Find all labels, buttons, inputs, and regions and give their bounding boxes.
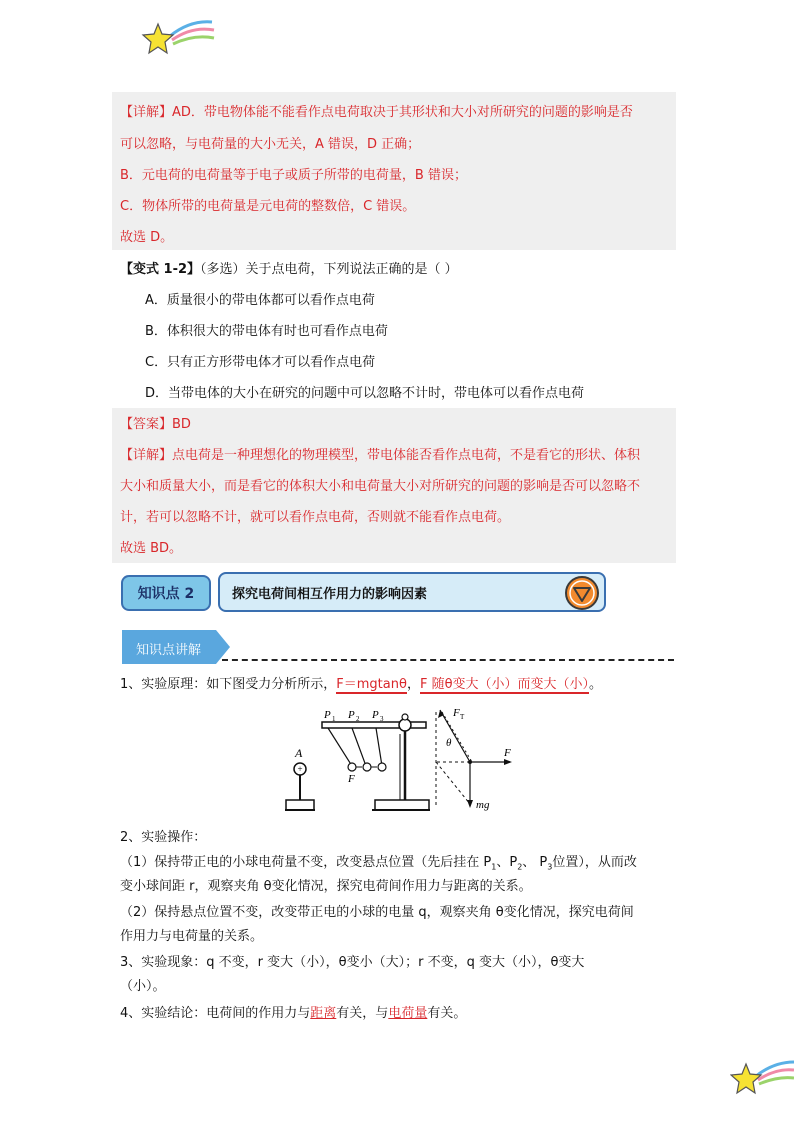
detail-line: 可以忽略，与电荷量的大小无关，A 错误，D 正确； (120, 137, 421, 152)
procedure-step-1: （1）保持带正电的小球电荷量不变，改变悬点位置（先后挂在 $P_1$、$P_2$、 $P_3$位置），从而改 (120, 855, 637, 872)
section-title: 探究电荷间相互作用力的影响因素 (232, 587, 428, 602)
conclusion-line: 4、实验结论：电荷间的作用力与距离有关，与电荷量有关。 (120, 1006, 467, 1021)
svg-text:F: F (348, 773, 355, 785)
detail-line: 计，若可以忽略不计，就可以看作点电荷，否则就不能看作点电荷。 (120, 510, 511, 525)
option-b: B．体积很大的带电体有时也可看作点电荷 (145, 324, 388, 339)
keyword-distance: 距离 (310, 1006, 337, 1021)
detail-line: 【详解】点电荷是一种理想化的物理模型，带电体能否看作点电荷，不是看它的形状、体积 (120, 448, 641, 463)
variant-tag: 【变式 1-2】 (120, 262, 201, 277)
shooting-star-icon (140, 14, 220, 62)
detail-line: 故选 BD。 (120, 541, 183, 556)
svg-text:F: F (504, 747, 511, 759)
experiment-figure (280, 700, 520, 815)
option-c: C．只有正方形带电体才可以看作点电荷 (145, 355, 376, 370)
svg-text:θ: θ (446, 737, 452, 749)
svg-text:1: 1 (332, 715, 336, 723)
option-d: D．当带电体的大小在研究的问题中可以忽略不计时，带电体可以看作点电荷 (145, 386, 585, 401)
procedure-step-2: （2）保持悬点位置不变，改变带正电的小球的电量 q，观察夹角 θ变化情况，探究电荷间 (120, 905, 634, 920)
procedure-step-2-cont: 作用力与电荷量的关系。 (120, 929, 264, 944)
detail-line: 大小和质量大小，而是看它的体积大小和电荷量大小对所研究的问题的影响是否可以忽略不 (120, 479, 641, 494)
detail-line: 【详解】AD．带电物体能不能看作点电荷取决于其形状和大小对所研究的问题的影响是否 (120, 105, 633, 120)
keyword-charge: 电荷量 (388, 1006, 428, 1021)
svg-text:F: F (453, 707, 460, 719)
svg-text:2: 2 (356, 715, 360, 723)
sub-label: 知识点讲解 (136, 643, 202, 658)
dashed-divider (222, 659, 674, 661)
detail-line: B．元电荷的电荷量等于电子或质子所带的电荷量，B 错误； (120, 168, 467, 183)
dropdown-badge-icon (564, 575, 600, 611)
phenomenon-line-cont: （小）。 (120, 979, 166, 994)
procedure-heading: 2、实验操作： (120, 830, 207, 845)
principle-rule: F 随θ变大（小）而变大（小） (419, 677, 590, 692)
label-a: A (295, 746, 303, 760)
answer-line: 【答案】BD (120, 417, 191, 432)
option-a: A．质量很小的带电体都可以看作点电荷 (145, 293, 375, 308)
shooting-star-icon (730, 1056, 794, 1098)
detail-line: C．物体所带的电荷量是元电荷的整数倍，C 错误。 (120, 199, 416, 214)
plus-label: + (297, 764, 303, 774)
principle-line: 1、实验原理：如下图受力分析所示，F＝mgtanθ，F 随θ变大（小）而变大（小）。 (120, 677, 603, 692)
procedure-step-1-cont: 变小球间距 r，观察夹角 θ变化情况，探究电荷间作用力与距离的关系。 (120, 879, 532, 894)
formula: F＝mgtanθ (336, 677, 407, 692)
svg-text:P: P (372, 709, 379, 721)
phenomenon-line: 3、实验现象：q 不变，r 变大（小），θ变小（大）；r 不变，q 变大（小），θ变大 (120, 955, 585, 970)
svg-text:mg: mg (476, 799, 490, 811)
section-label: 知识点 2 (121, 575, 211, 611)
question-stem: 【变式 1-2】（多选）关于点电荷，下列说法正确的是（ ） (120, 262, 458, 277)
detail-line: 故选 D。 (120, 230, 174, 245)
detail-tag: 【详解】 (120, 105, 173, 120)
svg-text:P: P (348, 709, 355, 721)
svg-text:P: P (324, 709, 331, 721)
svg-text:T: T (460, 713, 465, 721)
svg-text:3: 3 (380, 715, 384, 723)
